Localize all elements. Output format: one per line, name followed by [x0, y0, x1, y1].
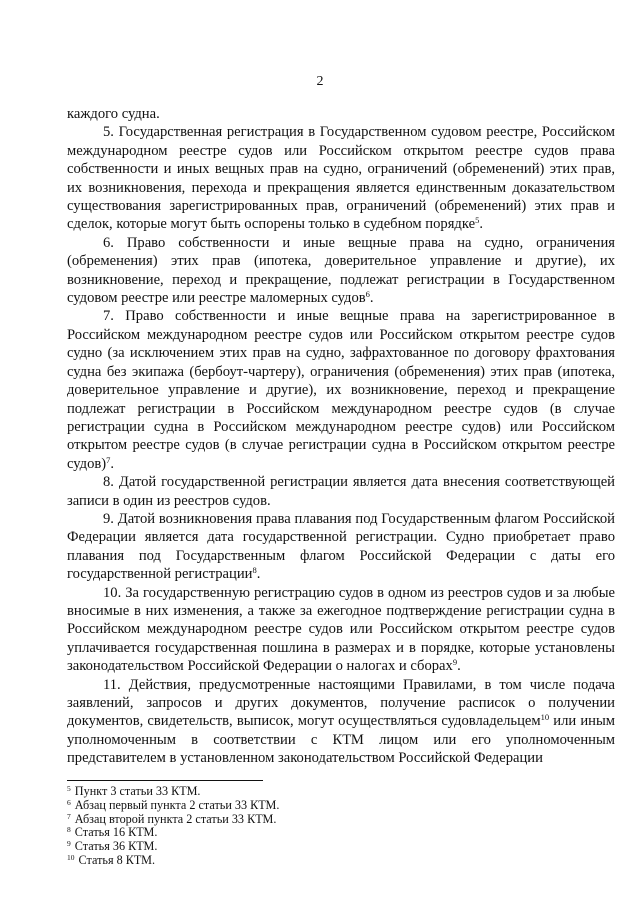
page-number: 2	[316, 74, 324, 89]
paragraph-6: 6. Право собственности и иные вещные права на судно, ограничения (обременения) этих прав (ипотека, доверительное управление и другие), их возникновение, переход и прекращение, подлежат регистрации в Государственном судовом реестре или реестре маломерных судов$^6$.	[67, 234, 615, 307]
paragraph-11: 11. Действия, предусмотренные настоящими Правилами, в том числе подача заявлений, запросов и других документов, получение расписок о получении документов, свидетельств, выписок, могут осуществляться судовладельцем$^{10}$ или иным уполномоченным в соответствии с КТМ лицом или его уполномоченным представителем в установленном законодательством Российской Федерации	[67, 676, 615, 767]
paragraph-continuation: каждого судна.	[67, 106, 160, 122]
paragraph-7: 7. Право собственности и иные вещные права на зарегистрированное в Российском международном реестре судов или Российском открытом реестре судов судно (за исключением этих прав на судно, зафрахтованное по договору фрахтования судна без экипажа (бербоут-чартеру), ограничения (обременения) этих прав (ипотека, доверительное управление и другие), их возникновение, переход и прекращение подлежат регистрации в Российском международном реестре судов (в случае регистрации судна в Российском международном реестре судов) или Российском открытом реестре судов (в случае регистрации судна в Российском открытом реестре судов)$^7$.	[67, 308, 615, 472]
footnote-6: $^6$ Абзац первый пункта 2 статьи 33 КТМ.	[67, 797, 280, 812]
footnote-8: $^8$ Статья 16 КТМ.	[67, 825, 158, 840]
footnotes	[67, 785, 615, 868]
paragraph-5: 5. Государственная регистрация в Государственном судовом реестре, Российском международном реестре судов или Российском открытом реестре судов права собственности и иных вещных прав на судно, ограничений (обременений) этих прав, их возникновения, перехода и прекращения является единственным доказательством существования зарегистрированных прав, ограничений (обременений) этих прав и сделок, которые могут быть оспорены только в судебном порядке$^5$.	[67, 124, 615, 233]
paragraph-10: 10. За государственную регистрацию судов в одном из реестров судов и за любые вносимые в них изменения, а также за ежегодное подтверждение регистрации судна в Российском международном реестре судов или Российском открытом реестре судов уплачивается государственная пошлина в размерах и в порядке, которые установлены законодательством Российской Федерации о налогах и сборах$^9$.	[67, 584, 615, 675]
paragraph-8: 8. Датой государственной регистрации является дата внесения соответствующей записи в один из реестров судов.	[67, 474, 615, 509]
footnote-ref-9: 9	[452, 657, 458, 668]
footnote-ref-6: 6	[365, 289, 370, 300]
footnote-10: $^{10}$ Статья 8 КТМ.	[67, 852, 156, 867]
footnote-ref-10: 10	[540, 712, 550, 723]
footnote-ref-7: 7	[106, 454, 111, 465]
footnote-ref-8: 8	[252, 565, 257, 576]
document-body	[67, 105, 615, 768]
footnote-7: $^7$ Абзац второй пункта 2 статьи 33 КТМ.	[67, 811, 277, 826]
footnote-5: $^5$ Пункт 3 статьи 33 КТМ.	[67, 784, 201, 798]
footnote-ref-5: 5	[475, 215, 480, 226]
paragraph-9: 9. Датой возникновения права плавания под Государственным флагом Российской Федерации является дата государственной регистрации. Судно приобретает право плавания под Государственным флагом Российской Федерации с даты его государственной регистрации$^8$.	[67, 510, 615, 583]
footnote-divider	[67, 780, 263, 781]
footnote-9: $^9$ Статья 36 КТМ.	[67, 839, 158, 854]
